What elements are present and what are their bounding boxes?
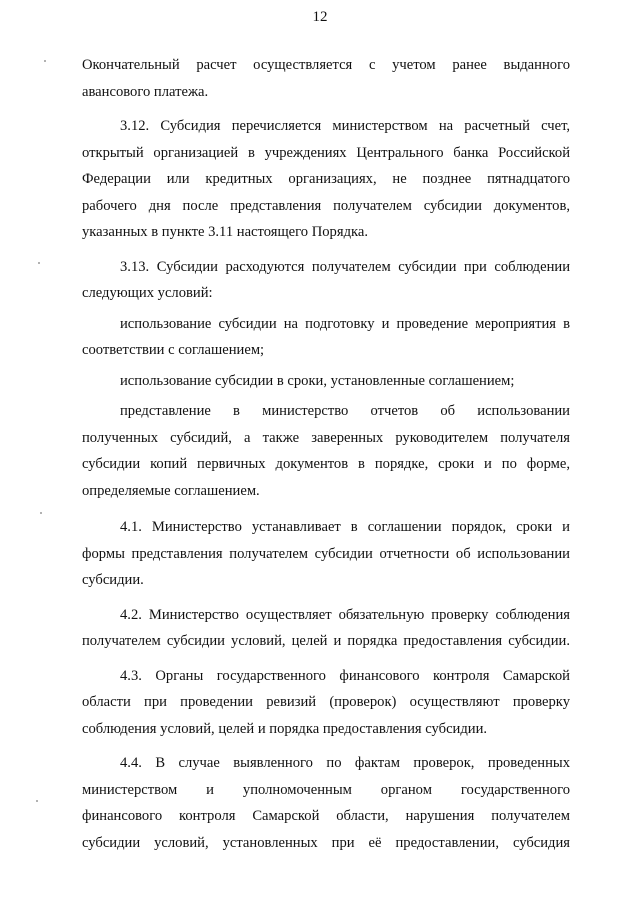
- page-number: 12: [312, 9, 328, 25]
- document-body: [82, 52, 570, 856]
- text-line: 4.3. Органы государственного финансового контроля Самарской: [120, 667, 570, 684]
- paragraph-4-4: [82, 750, 570, 856]
- paragraph-3-12: [82, 113, 570, 246]
- text-line: указанных в пункте 3.11 настоящего Порядка.: [82, 224, 368, 240]
- text-line: авансового платежа.: [82, 83, 209, 100]
- text-line: представление в министерство отчетов об использовании: [120, 403, 570, 419]
- paragraph-final-calculation: [82, 52, 570, 105]
- scan-speck: [38, 262, 40, 264]
- paragraph-condition-2: [82, 368, 570, 395]
- text-line: Федерации или кредитных организациях, не позднее пятнадцатого: [82, 171, 570, 187]
- text-line: области при проведении ревизий (проверок) осуществляют проверку: [82, 694, 570, 710]
- text-line: финансового контроля Самарской области, нарушения получателем: [82, 808, 570, 824]
- paragraph-4-2: [82, 602, 570, 655]
- text-line: субсидии.: [82, 572, 144, 588]
- text-line: получателем субсидии условий, целей и порядка предоставления субсидии.: [82, 633, 570, 649]
- text-line: рабочего дня после представления получателем субсидии документов,: [82, 197, 570, 214]
- text-line: 4.4. В случае выявленного по фактам проверок, проведенных: [120, 755, 570, 771]
- paragraph-4-3: [82, 663, 570, 743]
- paragraph-3-13: [82, 254, 570, 307]
- text-line: Окончательный расчет осуществляется с учетом ранее выданного: [82, 57, 570, 73]
- text-line: соответствии с соглашением;: [82, 342, 265, 358]
- text-line: 3.12. Субсидия перечисляется министерством на расчетный счет,: [120, 118, 570, 134]
- text-line: субсидии условий, установленных при её предоставлении, субсидия: [82, 834, 570, 851]
- text-line: 4.2. Министерство осуществляет обязательную проверку соблюдения: [120, 606, 570, 623]
- text-line: субсидии копий первичных документов в порядке, сроки и по форме,: [82, 456, 570, 472]
- text-line: полученных субсидий, а также заверенных руководителем получателя: [82, 429, 570, 446]
- text-line: соблюдения условий, целей и порядка предоставления субсидии.: [82, 720, 488, 737]
- text-line: формы представления получателем субсидии отчетности об использовании: [82, 545, 570, 562]
- text-line: министерством и уполномоченным органом государственного: [82, 781, 570, 798]
- text-line: использование субсидии в сроки, установленные соглашением;: [120, 372, 515, 389]
- paragraph-4-1: [82, 514, 570, 594]
- text-line: 3.13. Субсидии расходуются получателем субсидии при соблюдении: [120, 258, 570, 275]
- text-line: следующих условий:: [82, 285, 213, 301]
- scan-speck: [40, 512, 42, 514]
- text-line: открытый организацией в учреждениях Центрального банка Российской: [82, 144, 570, 161]
- scan-speck: [36, 800, 38, 802]
- text-line: использование субсидии на подготовку и проведение мероприятия в: [120, 315, 570, 332]
- text-line: 4.1. Министерство устанавливает в соглашении порядок, сроки и: [120, 519, 570, 535]
- scan-speck: [44, 60, 46, 62]
- text-line: определяемые соглашением.: [82, 482, 260, 499]
- paragraph-condition-1: [82, 311, 570, 364]
- paragraph-condition-3: [82, 398, 570, 504]
